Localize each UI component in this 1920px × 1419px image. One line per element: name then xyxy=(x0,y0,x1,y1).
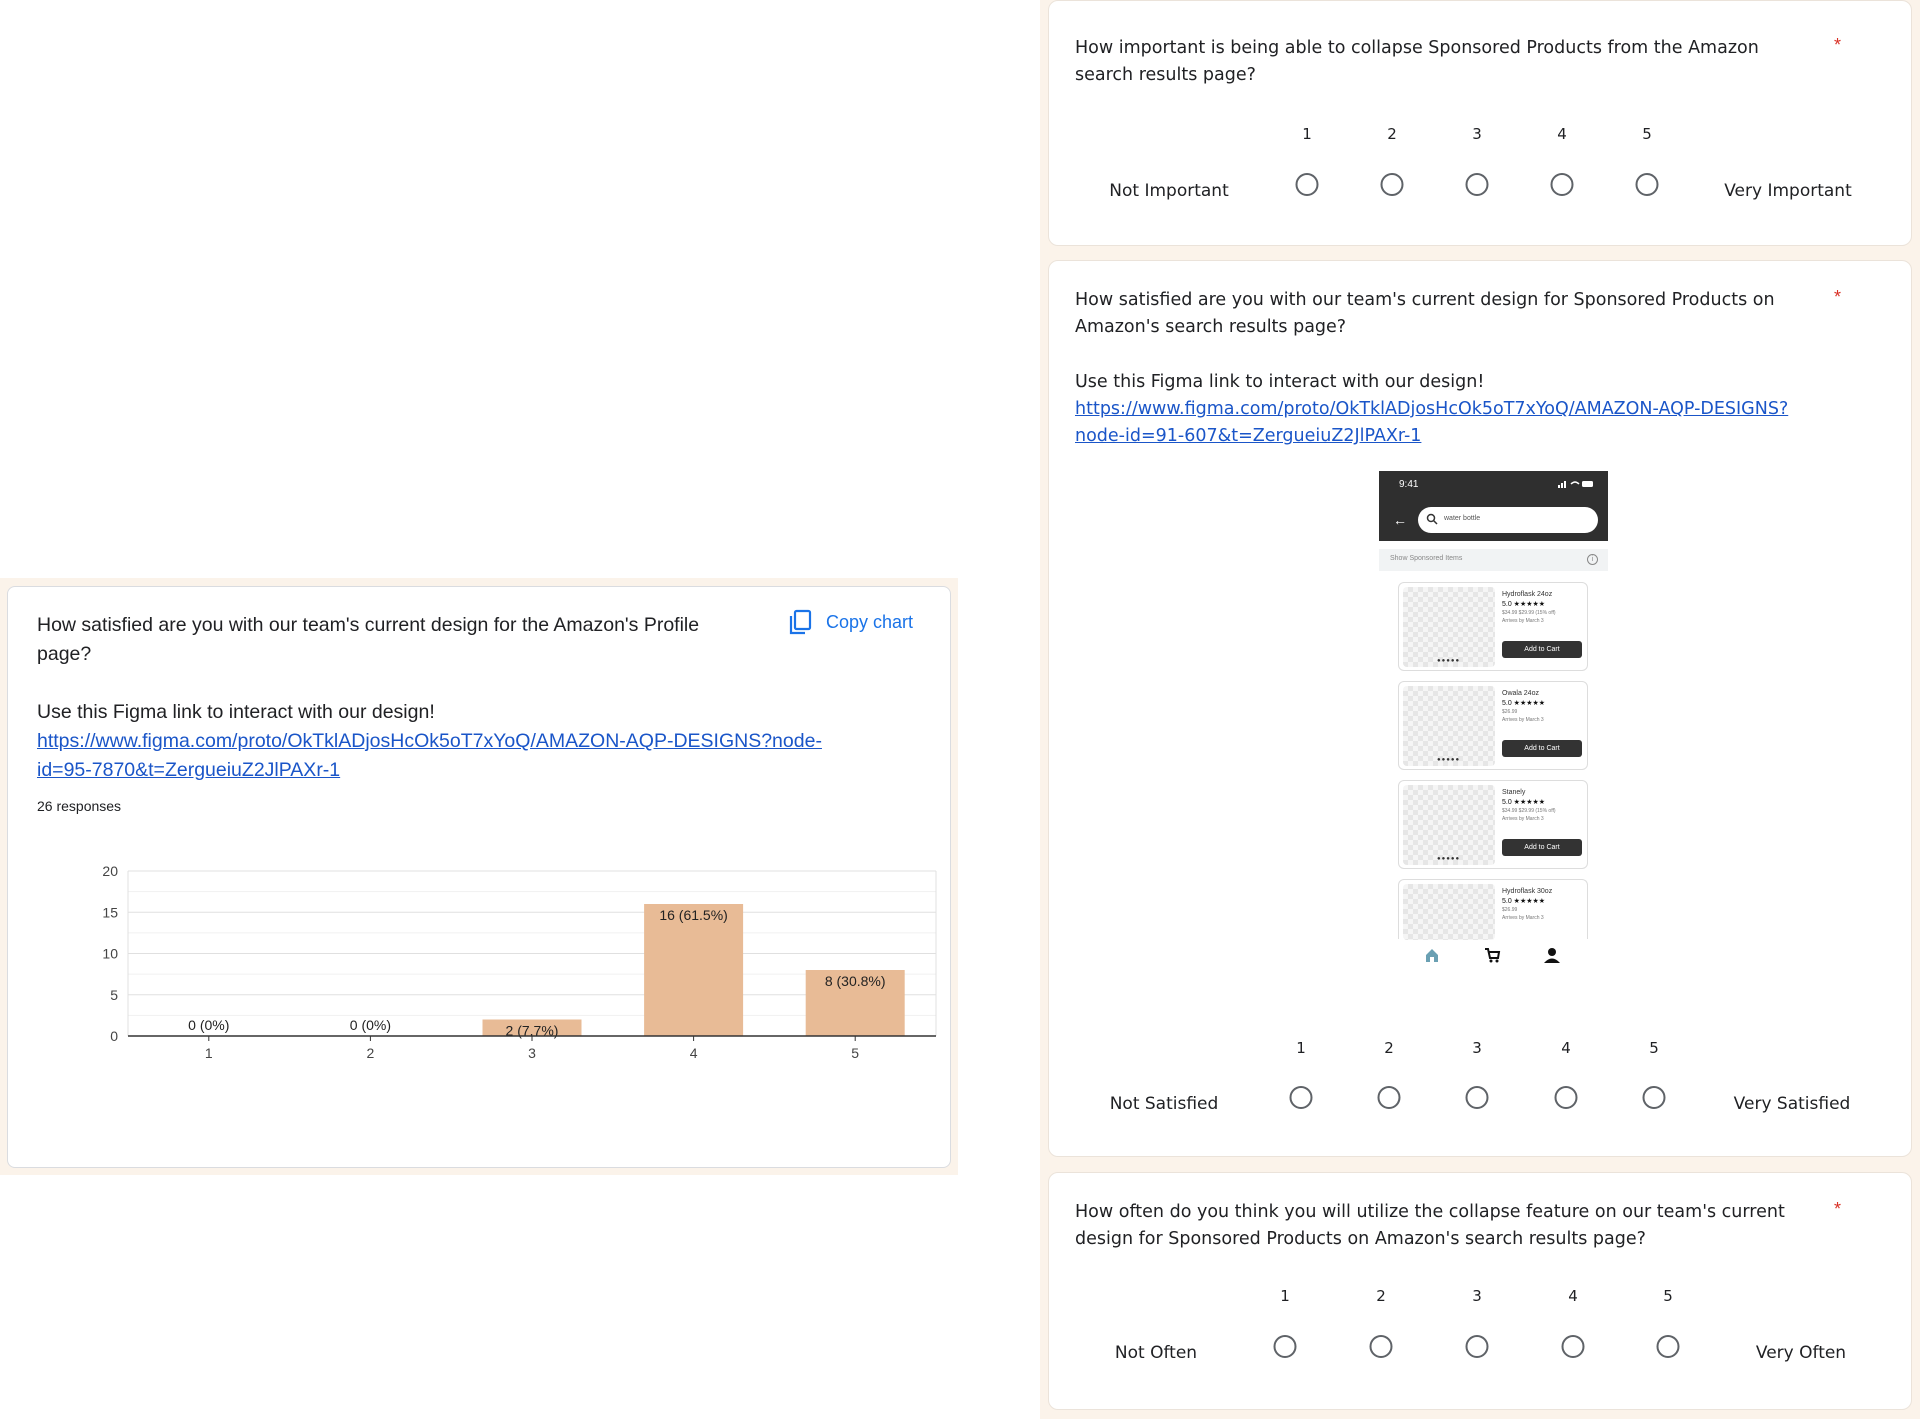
scale-number: 4 xyxy=(1557,125,1567,143)
product-rating: 5.0 ★★★★★ xyxy=(1502,898,1546,905)
product-arrival: Arrives by March 3 xyxy=(1502,717,1544,723)
copy-icon xyxy=(788,609,812,635)
phone-time: 9:41 xyxy=(1399,479,1419,490)
product-name: Hydroflask 24oz xyxy=(1502,591,1553,598)
scale-number: 5 xyxy=(1642,125,1652,143)
y-tick-label: 0 xyxy=(110,1028,118,1044)
phone-search-field[interactable] xyxy=(1418,507,1598,533)
product-price: $26.99 xyxy=(1502,709,1518,715)
radio-option-4[interactable] xyxy=(1562,1335,1585,1358)
product-image-placeholder: ●●●●● xyxy=(1403,785,1495,865)
x-tick-label: 1 xyxy=(204,1045,213,1061)
back-arrow-icon[interactable]: ← xyxy=(1393,512,1407,528)
profile-icon[interactable] xyxy=(1543,946,1561,964)
radio-option-5[interactable] xyxy=(1657,1335,1680,1358)
required-mark: * xyxy=(1833,35,1841,55)
search-query: water bottle xyxy=(1444,515,1481,522)
product-image-placeholder: ●●●●● xyxy=(1403,686,1495,766)
data-label: 2 (7.7%) xyxy=(505,1022,559,1039)
copy-chart-button[interactable] xyxy=(788,609,913,635)
home-icon[interactable] xyxy=(1423,946,1441,964)
show-sponsored-items: Show Sponsored Items xyxy=(1390,555,1463,562)
data-label: 8 (30.8%) xyxy=(824,973,886,989)
results-body-text: Use this Figma link to interact with our design! xyxy=(37,701,435,723)
scale-number: 3 xyxy=(1472,1039,1482,1057)
scale-number: 5 xyxy=(1649,1039,1659,1057)
bar-chart xyxy=(8,847,952,1147)
product-arrival: Arrives by March 3 xyxy=(1502,915,1544,921)
link-intro: Use this Figma link to interact with our design! xyxy=(1075,372,1485,392)
product-card[interactable] xyxy=(1398,582,1588,671)
scale-number: 1 xyxy=(1296,1039,1306,1057)
copy-chart-label: Copy chart xyxy=(826,611,914,632)
product-card[interactable] xyxy=(1398,681,1588,770)
status-icons xyxy=(1558,480,1594,488)
cart-icon[interactable] xyxy=(1483,946,1501,964)
scale-number: 2 xyxy=(1376,1287,1386,1305)
product-name: Stanely xyxy=(1502,789,1526,796)
radio-option-4[interactable] xyxy=(1555,1086,1578,1109)
y-tick-label: 15 xyxy=(102,904,118,921)
figma-link[interactable]: https://www.figma.com/proto/OkTklADjosHcOk5oT7xYoQ/AMAZON-AQP-DESIGNS?node-id=95-7870&t=ZergueiuZ2JlPAXr-1 xyxy=(37,730,822,781)
scale-number: 1 xyxy=(1302,125,1312,143)
data-label: 16 (61.5%) xyxy=(659,907,728,923)
results-question-title: How satisfied are you with our team's current design for the Amazon's Profile page? xyxy=(37,614,700,665)
x-tick-label: 3 xyxy=(528,1045,536,1061)
y-tick-label: 10 xyxy=(102,945,118,962)
scale-number: 3 xyxy=(1472,125,1482,143)
x-tick-label: 5 xyxy=(851,1045,860,1061)
product-name: Owala 24oz xyxy=(1502,690,1539,697)
y-tick-label: 20 xyxy=(102,863,118,879)
info-icon: i xyxy=(1587,554,1598,565)
scale-number: 4 xyxy=(1561,1039,1571,1057)
required-mark: * xyxy=(1833,1199,1841,1219)
radio-option-3[interactable] xyxy=(1466,173,1489,196)
phone-header xyxy=(1379,471,1608,541)
y-tick-label: 5 xyxy=(110,986,118,1003)
scale-number: 1 xyxy=(1280,1287,1290,1305)
question-text: How important is being able to collapse Sponsored Products from the Amazon search results page? xyxy=(1075,38,1759,85)
x-tick-label: 2 xyxy=(366,1045,375,1061)
add-to-cart-button[interactable]: Add to Cart xyxy=(1502,740,1582,757)
radio-option-5[interactable] xyxy=(1643,1086,1666,1109)
radio-option-1[interactable] xyxy=(1274,1335,1297,1358)
scale-number: 2 xyxy=(1384,1039,1394,1057)
product-image-placeholder xyxy=(1403,884,1495,940)
x-tick-label: 4 xyxy=(689,1045,698,1061)
radio-option-1[interactable] xyxy=(1296,173,1319,196)
bar xyxy=(644,904,743,1036)
figma-link[interactable]: https://www.figma.com/proto/OkTklADjosHcOk5oT7xYoQ/AMAZON-AQP-DESIGNS?node-id=91-607&t=ZergueiuZ2JlPAXr-1 xyxy=(1075,399,1789,446)
scale-number: 3 xyxy=(1472,1287,1482,1305)
product-rating: 5.0 ★★★★★ xyxy=(1502,700,1546,707)
question-text: How satisfied are you with our team's current design for Sponsored Products on Amazon's search results page? xyxy=(1075,290,1775,337)
data-label: 0 (0%) xyxy=(349,1017,392,1033)
low-label: Not Often xyxy=(1114,1343,1198,1363)
low-label: Not Important xyxy=(1109,181,1229,201)
product-arrival: Arrives by March 3 xyxy=(1502,618,1544,624)
question-card-collapse-frequency xyxy=(1048,1172,1912,1410)
product-price: $34.99 $29.99 (15% off) xyxy=(1502,610,1556,616)
product-image-placeholder: ●●●●● xyxy=(1403,587,1495,667)
product-arrival: Arrives by March 3 xyxy=(1502,816,1544,822)
radio-option-3[interactable] xyxy=(1466,1335,1489,1358)
radio-option-2[interactable] xyxy=(1378,1086,1401,1109)
radio-option-1[interactable] xyxy=(1290,1086,1313,1109)
search-icon xyxy=(1426,513,1438,525)
product-rating: 5.0 ★★★★★ xyxy=(1502,601,1546,608)
responses-count: 26 responses xyxy=(37,798,122,814)
add-to-cart-button[interactable]: Add to Cart xyxy=(1502,839,1582,856)
radio-option-4[interactable] xyxy=(1551,173,1574,196)
sponsored-filter-bar[interactable] xyxy=(1379,549,1608,571)
required-mark: * xyxy=(1833,287,1841,307)
results-card xyxy=(7,586,951,1168)
product-name: Hydroflask 30oz xyxy=(1502,888,1553,895)
question-card-sponsored-design xyxy=(1048,260,1912,1157)
radio-option-2[interactable] xyxy=(1370,1335,1393,1358)
radio-option-2[interactable] xyxy=(1381,173,1404,196)
scale-number: 2 xyxy=(1387,125,1397,143)
radio-option-5[interactable] xyxy=(1636,173,1659,196)
product-card[interactable] xyxy=(1398,879,1588,939)
question-card-importance xyxy=(1048,0,1912,246)
product-price: $26.99 xyxy=(1502,907,1518,913)
figma-design-preview xyxy=(1379,471,1608,976)
low-label: Not Satisfied xyxy=(1109,1094,1219,1114)
scale-number: 4 xyxy=(1568,1287,1578,1305)
product-rating: 5.0 ★★★★★ xyxy=(1502,799,1546,806)
product-card[interactable] xyxy=(1398,780,1588,869)
high-label: Very Satisfied xyxy=(1733,1094,1851,1114)
high-label: Very Important xyxy=(1724,181,1852,201)
phone-bottom-nav xyxy=(1379,941,1608,976)
radio-option-3[interactable] xyxy=(1466,1086,1489,1109)
add-to-cart-button[interactable]: Add to Cart xyxy=(1502,641,1582,658)
high-label: Very Often xyxy=(1755,1343,1847,1363)
product-price: $34.99 $29.99 (15% off) xyxy=(1502,808,1556,814)
question-text: How often do you think you will utilize the collapse feature on our team's current design for Sponsored Products on Amazon's search results page? xyxy=(1075,1202,1785,1249)
scale-number: 5 xyxy=(1663,1287,1673,1305)
data-label: 0 (0%) xyxy=(188,1017,230,1033)
